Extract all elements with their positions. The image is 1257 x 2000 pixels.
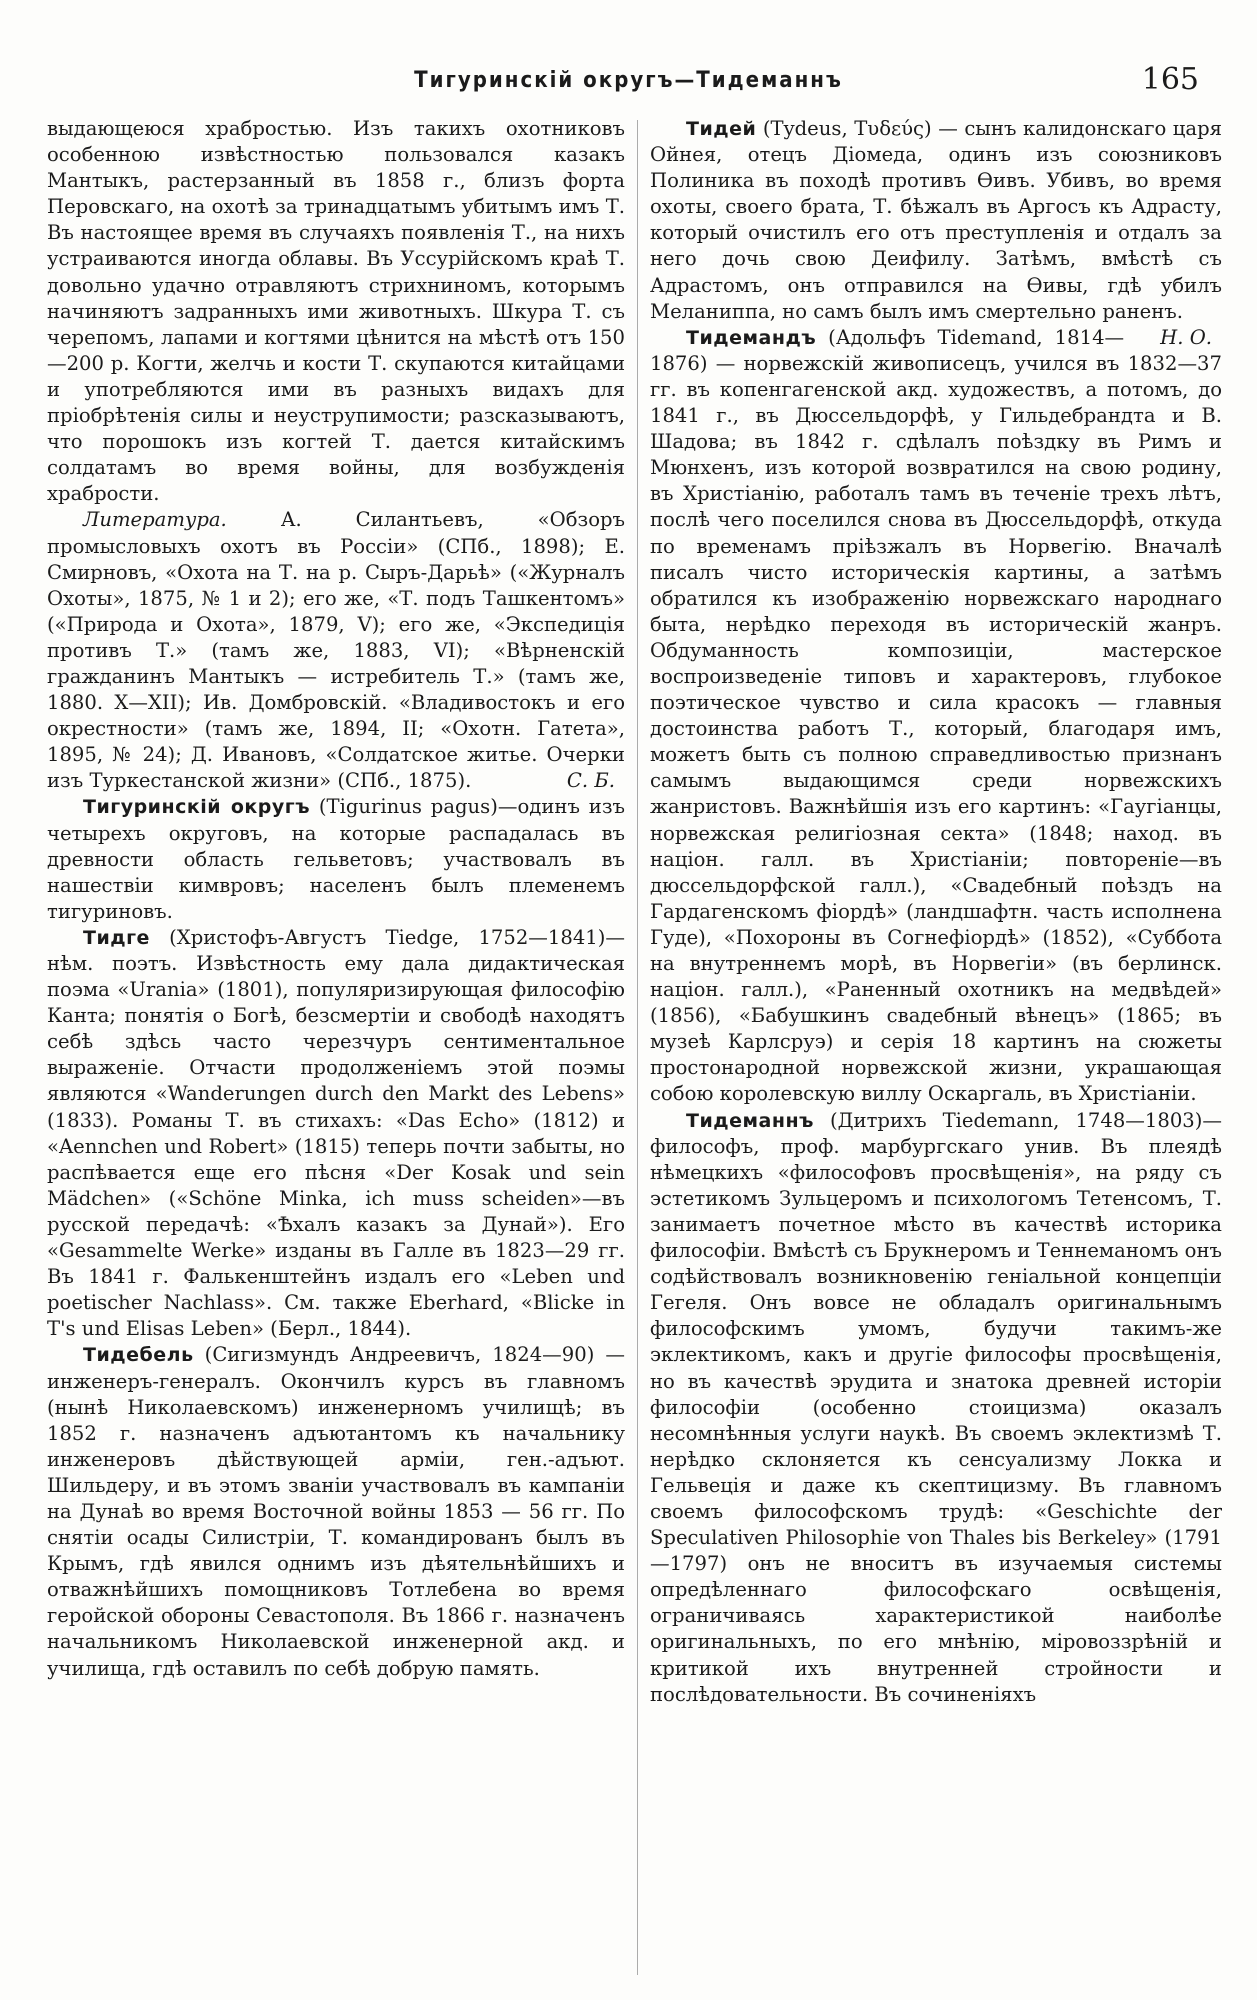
author-signature: С. Б. — [566, 769, 615, 793]
entry-text: (Сигизмундъ Андреевичъ, 1824—90) — инженеръ-генералъ. Окончилъ курсъ въ главномъ (нынѣ Николаевскомъ) инженерномъ училищѣ; въ 1852 г. назначенъ адъютантомъ къ начальнику инженеровъ дѣйствующей арміи, ген.-адъют. Шильдеру, и въ этомъ званіи участвовалъ въ кампаніи на Дунаѣ во время Восточной войны 1853 — 56 гг. По снятіи осады Силистріи, Т. командированъ былъ въ Крымъ, гдѣ явился однимъ изъ дѣятельнѣйшихъ и отважнѣйшихъ помощниковъ Тотлебена во время геройской обороны Севастополя. Въ 1866 г. назначенъ начальникомъ Николаевской инженерной акд. и училища, гдѣ оставилъ по себѣ добрую память. — [47, 1343, 625, 1680]
running-title: Тигуринскій округъ—Тидеманнъ — [414, 68, 843, 93]
entry-headword: Тигуринскій округъ — [83, 796, 310, 819]
entry-text: (Дитрихъ Tiedemann, 1748—1803)—философъ, проф. марбургскаго унив. Въ плеядѣ нѣмецкихъ «философовъ просвѣщенія», на ряду съ эстетикомъ Зульцеромъ и психологомъ Тетенсомъ, Т. занимаетъ почетное мѣсто въ качествѣ историка философіи. Вмѣстѣ съ Брукнеромъ и Теннеманомъ онъ содѣйствовалъ возникновенію геніальной концепціи Гегеля. Онъ вовсе не обладалъ оригинальнымъ философскимъ умомъ, будучи такимъ-же эклектикомъ, какъ и другіе философы просвѣщенія, но въ качествѣ эрудита и знатока древней исторіи философіи (особенно стоицизма) оказалъ несомнѣнныя услуги наукѣ. Въ своемъ эклектизмѣ Т. нерѣдко склоняется къ сенсуализму Локка и Гельвеція и даже къ скептицизму. Въ главномъ своемъ философскомъ трудѣ: «Geschichte der Speculativen Philosophie von Thales bis Berkeley» (1791—1797) онъ не вноситъ въ изучаемыя системы опредѣленнаго философскаго освѣщенія, ограничиваясь характеристикой наиболѣе оригинальныхъ, по его мнѣнію, міровоззрѣній и критикой ихъ внутренней стройности и послѣдовательности. Въ сочиненіяхъ — [650, 1108, 1223, 1706]
entry-tidemand — [650, 325, 1222, 1108]
entry-text: (Адольфъ Tidemand, 1814—1876) — норвежскій живописецъ, учился въ 1832—37 гг. въ копенгагенской акд. художествъ, а потомъ, до 1841 г., въ Дюссельдорфѣ, у Гильдебрандта и В. Шадова; въ 1842 г. сдѣлалъ поѣздку въ Римъ и Мюнхенъ, изъ которой возвратился на свою родину, въ Христіанію, работалъ тамъ въ теченіе трехъ лѣтъ, послѣ чего поселился снова въ Дюссельдорфѣ, откуда по временамъ пріѣзжалъ въ Норвегію. Вначалѣ писалъ чисто историческія картины, а затѣмъ обратился къ изображенію норвежскаго народнаго быта, нерѣдко переходя въ историческій жанръ. Обдуманность композиціи, мастерское воспроизведеніе типовъ и характеровъ, глубокое поэтическое чувство и сила красокъ — главныя достоинства работъ Т., который, благодаря имъ, можетъ быть съ полною справедливостью признанъ самымъ выдающимся среди норвежскихъ жанристовъ. Важнѣйшія изъ его картинъ: «Гаугіанцы, норвежская религіозная секта» (1848; наход. въ націон. галл. въ Христіаніи; повтореніе—въ дюссельдорфской галл.), «Свадебный поѣздъ на Гардагенскомъ фіордѣ» (ландшафтн. часть исполнена Гуде), «Похороны въ Согнефіордѣ» (1852), «Суббота на внутреннемъ морѣ, въ Норвегіи» (въ берлинск. націон. галл.), «Раненный охотникъ на медвѣдей» (1856), «Бабушкинъ свадебный вѣнецъ» (1865; въ музеѣ Карлсруэ) и серія 18 картинъ на сюжеты простонародной норвежской жизни, украшающая собою королевскую виллу Оскаргаль, въ Христіаніи. — [650, 325, 1222, 1106]
entry-tidemann — [650, 1108, 1222, 1708]
entry-text: выдающеюся храбростью. Изъ такихъ охотниковъ особенною извѣстностью пользовался казакъ Мантыкъ, растерзанный въ 1858 г., близъ форта Перовскаго, на охотѣ за тринадцатымъ убитымъ имъ Т. Въ настоящее время въ случаяхъ появленія Т., на нихъ устраиваются иногда облавы. Въ Уссурійскомъ краѣ Т. довольно удачно отравляютъ стрихниномъ, которымъ начиняютъ задранныхъ ими животныхъ. Шкура Т. съ черепомъ, лапами и когтями цѣнится на мѣстѣ отъ 150—200 р. Когти, желчь и кости Т. скупаются китайцами и употребляются ими въ разныхъ видахъ для пріобрѣтенія силы и неуструпимости; разсказываютъ, что порошокъ изъ когтей Т. дается китайскимъ солдатамъ во время войны, для возбужденія храбрости. — [47, 117, 625, 506]
entry-text: (Христофъ-Августъ Tiedge, 1752—1841)—нѣм. поэтъ. Извѣстность ему дала дидактическая поэма «Urania» (1801), популяризирующая философію Канта; понятія о Богѣ, безсмертіи и свободѣ находятъ себѣ здѣсь часто черезчуръ сентиментальное выраженіе. Отчасти продолженіемъ этой поэмы являются «Wanderungen durch den Markt des Lebens» (1833). Романы Т. въ стихахъ: «Das Echo» (1812) и «Aennchen und Robert» (1815) теперь почти забыты, но распѣвается еще его пѣсня «Der Kosak und sein Mädchen» («Schöne Minka, ich muss scheiden»—въ русской передачѣ: «Ѣхалъ казакъ за Дунай»). Его «Gesammelte Werke» изданы въ Галле въ 1823—29 гг. Въ 1841 г. Фалькенштейнъ издалъ его «Leben und poetischer Nachlass». См. также Eberhard, «Blicke in T's und Elisas Leben» (Берл., 1844). — [47, 925, 626, 1341]
literature-label: Литература. — [83, 508, 227, 532]
page-number: 165 — [1141, 62, 1199, 97]
entry-tidge — [47, 925, 625, 1343]
right-column — [650, 116, 1222, 1708]
literature-text: А. Силантьевъ, «Обзоръ промысловыхъ охотъ въ Россіи» (СПб., 1898); Е. Смирновъ, «Охота на Т. на р. Сыръ-Дарьѣ» («Журналъ Охоты», 1875, № 1 и 2); его же, «Т. подъ Ташкентомъ» («Природа и Охота», 1879, V); его же, «Экспедиція противъ Т.» (тамъ же, 1883, VI); «Вѣрненскій гражданинъ Мантыкъ — истребитель Т.» (тамъ же, 1880. X—XII); Ив. Домбровскій. «Владивостокъ и его окрестности» (тамъ же, 1894, II; «Охотн. Гатета», 1895, № 24); Д. Ивановъ, «Солдатское житье. Очерки изъ Туркестанской жизни» (СПб., 1875). — [47, 508, 625, 793]
author-signature: Н. О. — [1160, 325, 1212, 349]
entry-tiger-literature — [47, 507, 625, 794]
running-head — [0, 62, 1257, 102]
entry-headword: Тидей — [686, 118, 757, 140]
entry-headword: Тидемандъ — [686, 326, 817, 349]
entry-headword: Тидебель — [83, 1344, 194, 1367]
entry-tidebel — [47, 1342, 625, 1681]
entry-tiger-continuation — [47, 116, 625, 507]
entry-text: (Tigurinus pagus)—одинъ изъ четырехъ округовъ, на которые распадалась въ древности область гельветовъ; участвовалъ въ нашествіи кимвровъ; населенъ былъ племенемъ тигуриновъ. — [47, 795, 625, 923]
entry-headword: Тидеманнъ — [686, 1109, 814, 1132]
column-divider — [637, 120, 638, 1975]
entry-headword: Тидге — [83, 926, 150, 949]
left-column — [47, 116, 625, 1682]
entry-tigurinsky-okrug — [47, 794, 625, 924]
entry-text: (Tydeus, Τυδεύς) — сынъ калидонскаго царя Ойнея, отецъ Діомеда, одинъ изъ союзниковъ Полиника въ походѣ противъ Ѳивъ. Убивъ, во время охоты, своего брата, Т. бѣжалъ въ Аргосъ къ Адрасту, который очистилъ его отъ преступленія и отдалъ за него дочь свою Деифилу. Затѣмъ, вмѣстѣ съ Адрастомъ, онъ отправился на Ѳивы, гдѣ убилъ Меланиппа, но самъ былъ имъ смертельно раненъ. — [650, 117, 1222, 323]
